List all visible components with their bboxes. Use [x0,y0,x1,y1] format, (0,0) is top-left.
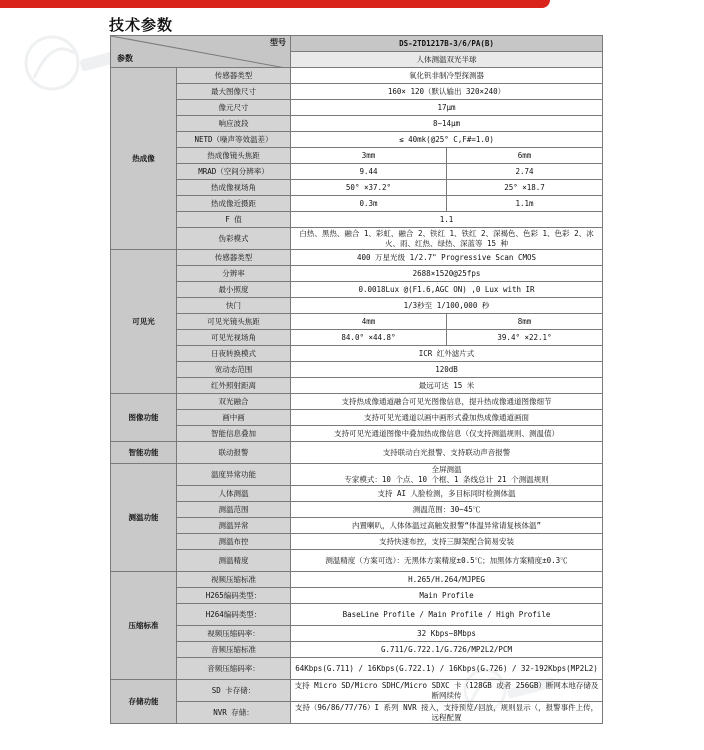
param-value-cell: 2.74 [447,164,603,180]
param-value-cell: 全屏测温 专家模式：10 个点、10 个框、1 条线总计 21 个测温规则 [291,464,603,486]
param-label: 参数 [117,54,133,63]
table-row [111,148,603,164]
param-name-cell: 响应波段 [177,116,291,132]
table-row [111,572,603,588]
spec-table [110,35,603,724]
param-value-cell: 1.1 [291,212,603,228]
table-row [111,442,603,464]
category-cell: 热成像 [111,68,177,250]
param-value-cell: 84.0° ×44.8° [291,330,447,346]
param-value-cell: 白热、黑热、融合 1、彩虹、融合 2、铁红 1、铁红 2、深褐色、色彩 1、色彩 2、冰火、雨、红热、绿热、深蓝等 15 种 [291,228,603,250]
param-name-cell: 智能信息叠加 [177,426,291,442]
param-value-cell: 内置喇叭，人体体温过高触发报警“体温异常请复核体温” [291,518,603,534]
param-name-cell: NETD（噪声等效温差） [177,132,291,148]
product-type: 人体测温双光半球 [291,52,603,68]
param-name-cell: 测温精度 [177,550,291,572]
param-name-cell: 音频压缩码率： [177,658,291,680]
param-value-cell: ICR 红外滤片式 [291,346,603,362]
param-value-cell: 50° ×37.2° [291,180,447,196]
param-value-cell: Main Profile [291,588,603,604]
param-value-cell: 4mm [291,314,447,330]
table-row [111,212,603,228]
table-row [111,196,603,212]
table-row [111,394,603,410]
param-name-cell: H265编码类型： [177,588,291,604]
param-name-cell: 宽动态范围 [177,362,291,378]
table-row [111,266,603,282]
table-row [111,426,603,442]
table-row [111,330,603,346]
param-name-cell: 红外照射距离 [177,378,291,394]
param-name-cell: 分辨率 [177,266,291,282]
category-cell: 压缩标准 [111,572,177,680]
table-row [111,250,603,266]
param-value-cell: 25° ×18.7 [447,180,603,196]
table-row [111,282,603,298]
param-value-cell: G.711/G.722.1/G.726/MP2L2/PCM [291,642,603,658]
param-name-cell: 最大图像尺寸 [177,84,291,100]
table-row [111,502,603,518]
param-name-cell: 双光融合 [177,394,291,410]
category-cell: 图像功能 [111,394,177,442]
param-value-cell: 120dB [291,362,603,378]
param-value-cell: 支持可见光通道图像中叠加热成像信息（仅支持测温规则、测温值） [291,426,603,442]
param-name-cell: NVR 存储： [177,702,291,724]
category-cell: 存储功能 [111,680,177,724]
param-value-cell: 3mm [291,148,447,164]
top-accent-bar [0,0,550,8]
param-name-cell: 像元尺寸 [177,100,291,116]
param-value-cell: 测温精度（方案可选）：无黑体方案精度±0.5℃；加黑体方案精度±0.3℃ [291,550,603,572]
table-row [111,228,603,250]
table-row [111,642,603,658]
param-name-cell: MRAD（空间分辨率） [177,164,291,180]
table-row [111,550,603,572]
param-value-cell: 400 万星光级 1/2.7" Progressive Scan CMOS [291,250,603,266]
param-value-cell: 氧化钒非制冷型探测器 [291,68,603,84]
param-name-cell: 测温布控 [177,534,291,550]
param-name-cell: 视频压缩标准 [177,572,291,588]
table-row [111,346,603,362]
param-name-cell: 联动报警 [177,442,291,464]
table-row [111,604,603,626]
table-row [111,486,603,502]
param-value-cell: 9.44 [291,164,447,180]
table-row [111,588,603,604]
param-name-cell: 传感器类型 [177,250,291,266]
diagonal-line [111,36,291,68]
param-value-cell: 支持 AI 人脸检测，多目标同时检测体温 [291,486,603,502]
param-name-cell: 音频压缩标准 [177,642,291,658]
param-value-cell: 2688×1520@25fps [291,266,603,282]
table-row [111,626,603,642]
param-value-cell: 支持热成像通道融合可见光图像信息，提升热成像通道图像细节 [291,394,603,410]
table-row [111,702,603,724]
table-row [111,164,603,180]
param-value-cell: H.265/H.264/MJPEG [291,572,603,588]
param-name-cell: 温度异常功能 [177,464,291,486]
table-row [111,180,603,196]
table-row [111,116,603,132]
param-name-cell: 热成像近摄距 [177,196,291,212]
page-title: 技术参数 [109,16,174,34]
param-value-cell: 支持（96/86/77/76）I 系列 NVR 接入，支持预览/回放，规则显示（，报警事件上传，远程配置 [291,702,603,724]
param-value-cell: 160× 120（默认输出 320×240） [291,84,603,100]
param-value-cell: 8mm [447,314,603,330]
param-value-cell: 64Kbps(G.711) / 16Kbps(G.722.1) / 16Kbps(G.726) / 32-192Kbps(MP2L2) [291,658,603,680]
param-value-cell: 39.4° ×22.1° [447,330,603,346]
param-value-cell: 支持 Micro SD/Micro SDHC/Micro SDXC 卡（128GB 或者 256GB）断网本地存储及断网续传 [291,680,603,702]
category-cell: 可见光 [111,250,177,394]
param-name-cell: 测温异常 [177,518,291,534]
param-name-cell: SD 卡存储： [177,680,291,702]
param-name-cell: 测温范围 [177,502,291,518]
param-name-cell: 热成像镜头焦距 [177,148,291,164]
param-value-cell: 32 Kbps~8Mbps [291,626,603,642]
table-row [111,298,603,314]
param-value-cell: 最远可达 15 米 [291,378,603,394]
category-cell: 智能功能 [111,442,177,464]
param-name-cell: 伪彩模式 [177,228,291,250]
param-value-cell: 测温范围：30~45℃ [291,502,603,518]
param-value-cell: 0.3m [291,196,447,212]
param-name-cell: 热成像视场角 [177,180,291,196]
param-name-cell: 快门 [177,298,291,314]
param-name-cell: 传感器类型 [177,68,291,84]
model-label: 型号 [270,38,286,47]
param-value-cell: 支持可见光通道以画中画形式叠加热成像通道画面 [291,410,603,426]
table-row [111,464,603,486]
table-row [111,314,603,330]
param-name-cell: 视频压缩码率： [177,626,291,642]
table-row [111,132,603,148]
table-row [111,378,603,394]
category-cell: 测温功能 [111,464,177,572]
param-name-cell: 画中画 [177,410,291,426]
table-row [111,658,603,680]
param-value-cell: 8~14μm [291,116,603,132]
param-name-cell: H264编码类型： [177,604,291,626]
param-name-cell: F 值 [177,212,291,228]
table-row [111,518,603,534]
param-value-cell: 1.1m [447,196,603,212]
param-value-cell: 6mm [447,148,603,164]
table-row [111,68,603,84]
param-value-cell: 支持联动白光报警、支持联动声音报警 [291,442,603,464]
param-name-cell: 最小照度 [177,282,291,298]
table-row [111,84,603,100]
header-diagonal-cell [111,36,291,68]
param-value-cell: 17μm [291,100,603,116]
param-value-cell: 0.0018Lux @(F1.6,AGC ON) ,0 Lux with IR [291,282,603,298]
param-name-cell: 可见光视场角 [177,330,291,346]
param-name-cell: 日夜转换模式 [177,346,291,362]
param-value-cell: 支持快速布控，支持三脚架配合简易安装 [291,534,603,550]
param-name-cell: 可见光镜头焦距 [177,314,291,330]
param-name-cell: 人体测温 [177,486,291,502]
table-row [111,410,603,426]
param-value-cell: 1/3秒至 1/100,000 秒 [291,298,603,314]
table-row [111,680,603,702]
param-value-cell: ≤ 40mk(@25° C,F#=1.0) [291,132,603,148]
table-row [111,100,603,116]
model-number: DS-2TD1217B-3/6/PA(B) [291,36,603,52]
table-row [111,362,603,378]
param-value-cell: BaseLine Profile / Main Profile / High Profile [291,604,603,626]
table-row [111,534,603,550]
